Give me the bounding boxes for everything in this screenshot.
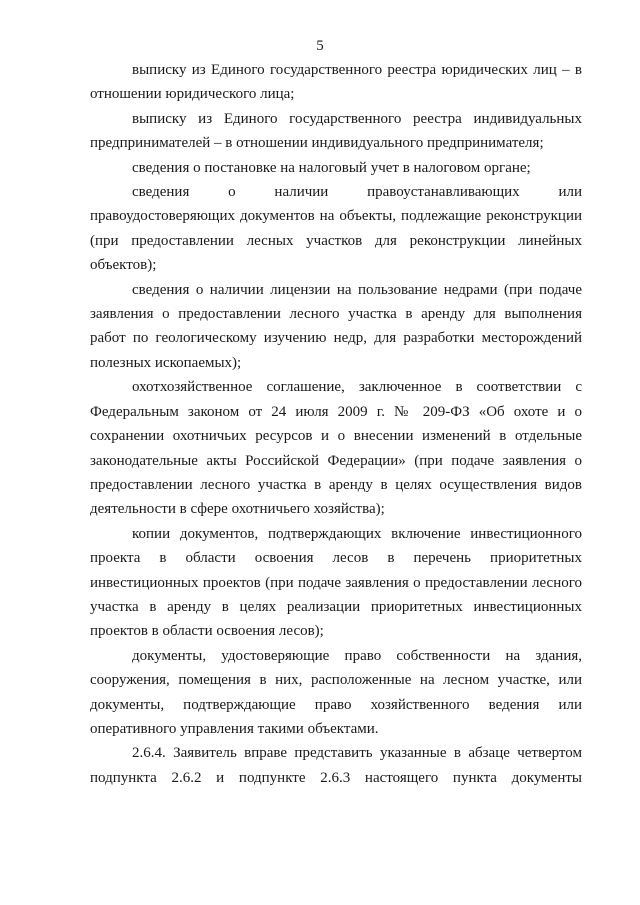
paragraph-subsoil-license: сведения о наличии лицензии на пользование недрами (при подаче заявления о предоставлении лесного участка в аренду для выполнения работ по геологическому изучению недр, для разработки месторождений полезных ископаемых); <box>90 281 582 371</box>
paragraph-2-6-4-line-2: подпункта 2.6.2 и подпункте 2.6.3 настоящего пункта документы <box>90 769 582 786</box>
paragraph-ownership-documents: документы, удостоверяющие право собственности на здания, сооружения, помещения в них, расположенные на лесном участке, или документы, подтверждающие право хозяйственного ведения или оперативного управления такими объектами. <box>90 647 582 737</box>
document-body <box>90 58 582 790</box>
page-number: 5 <box>316 38 324 54</box>
paragraph-egrip-extract: выписку из Единого государственного реестра индивидуальных предпринимателей – в отношении индивидуального предпринимателя; <box>90 110 582 152</box>
paragraph-title-documents: сведения о наличии правоустанавливающих или правоудостоверяющих документов на объекты, подлежащие реконструкции (при предоставлении лесных участков для реконструкции линейных объектов); <box>90 184 582 274</box>
paragraph-hunting-agreement: охотхозяйственное соглашение, заключенное в соответствии с Федеральным законом от 24 июля 2009 г. № 209-ФЗ «Об охоте и о сохранении охотничьих ресурсов и о внесении изменений в отдельные законодательные акты Российской Федерации» (при подаче заявления о предоставлении лесного участка в аренду в целях осуществления видов деятельности в сфере охотничьего хозяйства); <box>90 379 582 518</box>
paragraph-2-6-4-line-1: 2.6.4. Заявитель вправе представить указанные в абзаце четвертом <box>132 745 582 762</box>
paragraph-investment-project: копии документов, подтверждающих включение инвестиционного проекта в области освоения лесов в перечень приоритетных инвестиционных проектов (при подаче заявления о предоставлении лесного участка в аренду в целях реализации приоритетных инвестиционных проектов в области освоения лесов); <box>90 525 582 640</box>
paragraph-2-6-4 <box>90 741 582 790</box>
paragraph-tax-registration: сведения о постановке на налоговый учет в налоговом органе; <box>132 159 531 176</box>
paragraph-egrul-extract: выписку из Единого государственного реестра юридических лиц – в отношении юридического лица; <box>90 62 582 103</box>
